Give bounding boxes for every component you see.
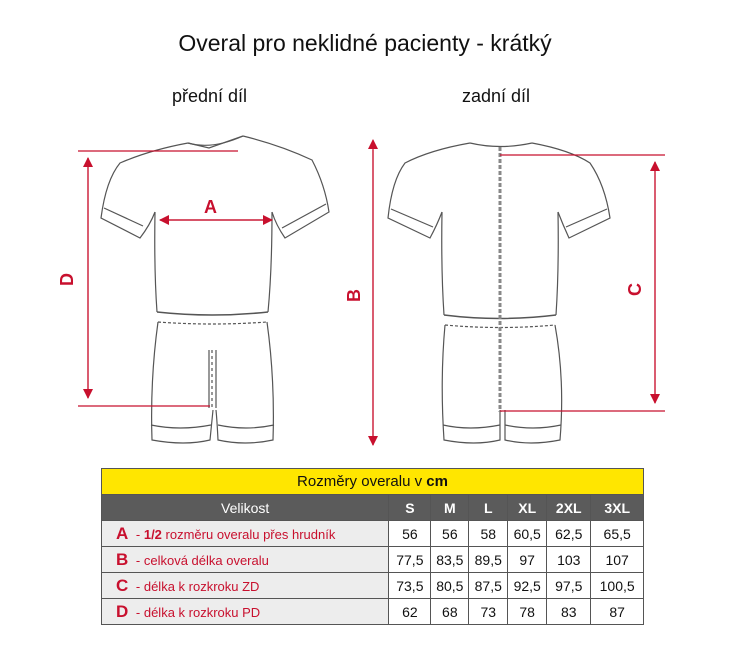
page-title: Overal pro neklidné pacienty - krátký — [178, 30, 552, 56]
table-cell: 97 — [508, 547, 547, 573]
table-cell: 65,5 — [591, 521, 644, 547]
size-column-header: L — [469, 495, 508, 521]
row-label: C - délka k rozkroku ZD — [102, 573, 389, 599]
dimension-b-label: B — [344, 289, 364, 302]
size-column-header: XL — [508, 495, 547, 521]
table-cell: 80,5 — [431, 573, 469, 599]
table-cell: 62 — [389, 599, 431, 625]
back-garment-outline — [388, 143, 610, 443]
size-column-header: 3XL — [591, 495, 644, 521]
table-cell: 107 — [591, 547, 644, 573]
row-label: B - celková délka overalu — [102, 547, 389, 573]
table-row — [102, 573, 644, 599]
table-cell: 83 — [547, 599, 591, 625]
table-row — [102, 521, 644, 547]
table-row — [102, 599, 644, 625]
table-cell: 78 — [508, 599, 547, 625]
dimension-a-label: A — [204, 197, 217, 217]
table-cell: 83,5 — [431, 547, 469, 573]
size-column-header: M — [431, 495, 469, 521]
size-column-header: 2XL — [547, 495, 591, 521]
back-view-label: zadní díl — [462, 86, 531, 106]
table-cell: 100,5 — [591, 573, 644, 599]
table-cell: 87,5 — [469, 573, 508, 599]
dimension-d-label: D — [57, 273, 77, 286]
size-table — [101, 468, 644, 625]
row-label: A - 1/2 rozměru overalu přes hrudník — [102, 521, 389, 547]
table-cell: 87 — [591, 599, 644, 625]
table-cell: 56 — [389, 521, 431, 547]
table-cell: 56 — [431, 521, 469, 547]
row-label: D - délka k rozkroku PD — [102, 599, 389, 625]
size-header-row — [102, 495, 644, 521]
size-header-label: Velikost — [102, 495, 389, 521]
table-cell: 73,5 — [389, 573, 431, 599]
table-row — [102, 547, 644, 573]
size-column-header: S — [389, 495, 431, 521]
front-view-label: přední díl — [172, 86, 248, 106]
front-garment-outline — [101, 136, 329, 443]
table-cell: 103 — [547, 547, 591, 573]
back-dimensions — [373, 140, 665, 445]
table-cell: 92,5 — [508, 573, 547, 599]
table-cell: 60,5 — [508, 521, 547, 547]
table-cell: 77,5 — [389, 547, 431, 573]
table-caption: Rozměry overalu v cm — [102, 469, 644, 495]
table-cell: 89,5 — [469, 547, 508, 573]
table-cell: 58 — [469, 521, 508, 547]
table-cell: 68 — [431, 599, 469, 625]
table-cell: 73 — [469, 599, 508, 625]
table-cell: 62,5 — [547, 521, 591, 547]
dimension-c-label: C — [625, 283, 645, 296]
table-cell: 97,5 — [547, 573, 591, 599]
